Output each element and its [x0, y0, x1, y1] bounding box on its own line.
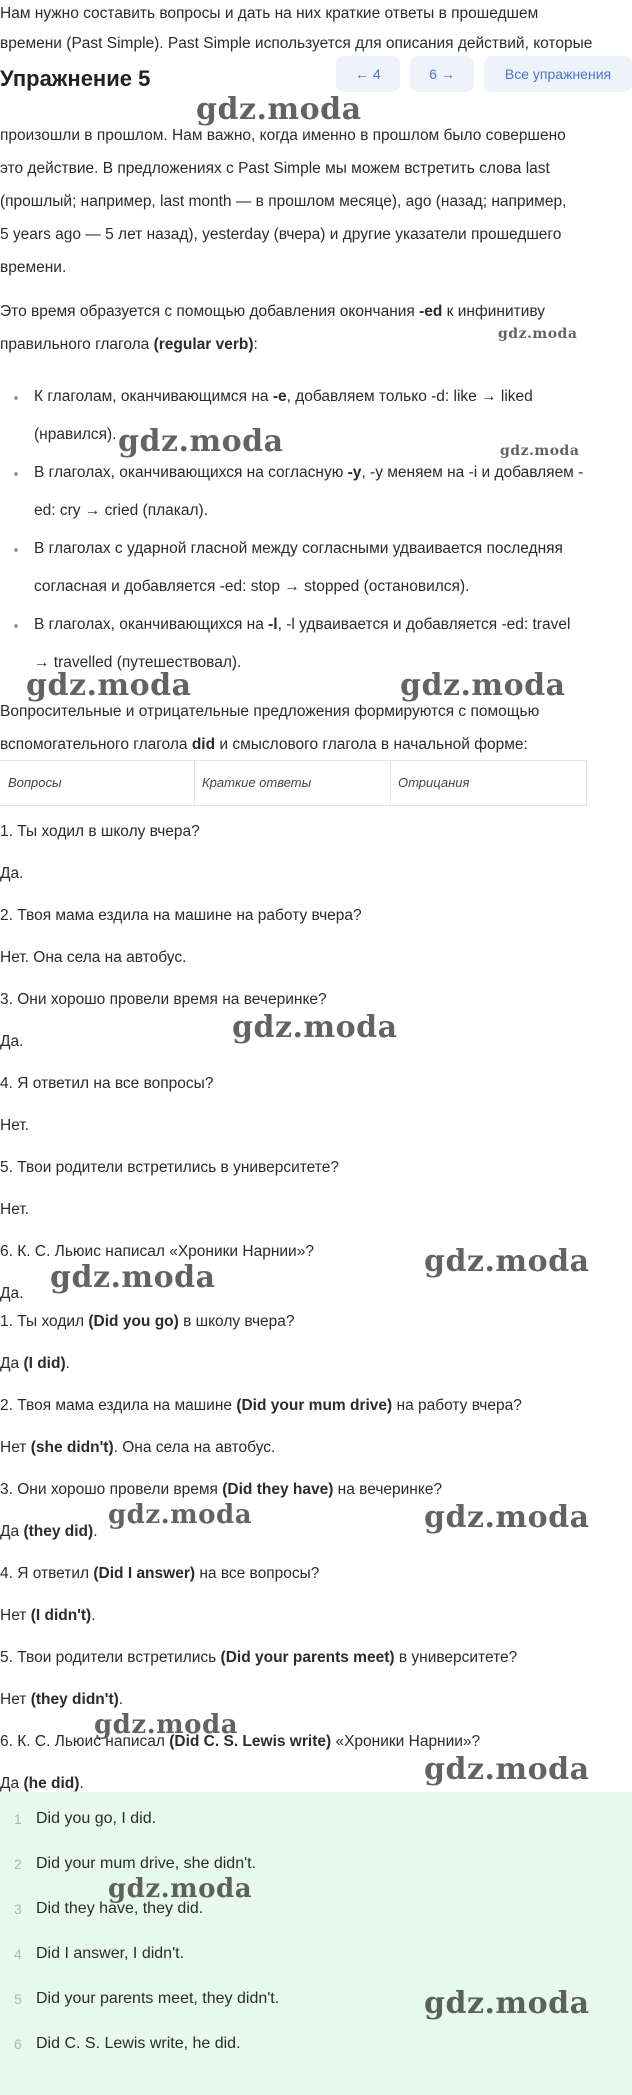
all-exercises-button[interactable]: Все упражнения — [484, 56, 632, 92]
answer-number: 5 — [14, 1991, 22, 2007]
answer-number: 2 — [14, 1856, 22, 1872]
theory-line: Это время образуется с помощью добавления окончания -ed к инфинитиву — [0, 303, 546, 320]
exercise-title: Упражнение 5 — [0, 66, 151, 91]
translation-answer: Нет. — [0, 1201, 29, 1218]
filled-question: 4. Я ответил (Did I answer) на все вопросы? — [0, 1565, 320, 1582]
translation-question: 2. Твоя мама ездила на машине на работу вчера? — [0, 907, 362, 924]
list-item: В глаголах, оканчивающихся на согласную -y, -y меняем на -i и добавляем - ed: cry → cried (плакал). — [0, 454, 632, 530]
theory-line: 5 years ago — 5 лет назад), yesterday (вчера) и другие указатели прошедшего — [0, 226, 562, 243]
table-header-questions: Вопросы — [8, 775, 62, 790]
intro-line-2: времени (Past Simple). Past Simple используется для описания действий, которые — [0, 35, 593, 52]
prev-exercise-button[interactable]: ← 4 — [336, 56, 400, 92]
filled-answer: Да (he did). — [0, 1775, 84, 1792]
theory-line: произошли в прошлом. Нам важно, когда именно в прошлом было совершено — [0, 127, 566, 144]
watermark: gdz.moda — [498, 326, 578, 342]
answer-text: Did C. S. Lewis write, he did. — [36, 2035, 241, 2052]
filled-question: 2. Твоя мама ездила на машине (Did your mum drive) на работу вчера? — [0, 1397, 522, 1414]
translation-question: 3. Они хорошо провели время на вечеринке? — [0, 991, 327, 1008]
watermark: gdz.moda — [26, 668, 192, 703]
watermark: gdz.moda — [500, 443, 580, 459]
answer-number: 3 — [14, 1901, 22, 1917]
translation-answer: Да. — [0, 865, 24, 882]
table-header-short-answers: Краткие ответы — [202, 775, 312, 790]
watermark: gdz.moda — [50, 1260, 216, 1295]
filled-answer: Нет (I didn't). — [0, 1607, 96, 1624]
intro-cut — [0, 0, 632, 52]
watermark: gdz.moda — [400, 668, 566, 703]
watermark: gdz.moda — [108, 1874, 253, 1904]
grammar-table — [0, 760, 587, 806]
answer-number: 6 — [14, 2036, 22, 2052]
list-item: К глаголам, оканчивающимся на -e, добавляем только -d: like → liked (нравился). — [0, 378, 632, 454]
list-item: В глаголах с ударной гласной между согласными удваивается последняя согласная и добавляется -ed: stop → stopped (остановился). — [0, 530, 632, 606]
answer-number: 1 — [14, 1811, 22, 1827]
filled-answer: Да (I did). — [0, 1355, 70, 1372]
table-header-negatives: Отрицания — [398, 775, 470, 790]
watermark: gdz.moda — [424, 1986, 590, 2021]
filled-question: 6. К. С. Льюис написал (Did C. S. Lewis write) «Хроники Нарнии»? — [0, 1733, 481, 1750]
translation-answer: Нет. Она села на автобус. — [0, 949, 187, 966]
translation-answer: Да. — [0, 1285, 24, 1302]
theory-line: это действие. В предложениях с Past Simple мы можем встретить слова last — [0, 160, 550, 177]
watermark: gdz.moda — [424, 1752, 590, 1787]
translation-answer: Да. — [0, 1033, 24, 1050]
filled-question: 5. Твои родители встретились (Did your parents meet) в университете? — [0, 1649, 518, 1666]
watermark: gdz.moda — [232, 1010, 398, 1045]
watermark: gdz.moda — [94, 1710, 239, 1740]
intro-line-1: Нам нужно составить вопросы и дать на них краткие ответы в прошедшем — [0, 5, 539, 22]
answer-text: Did you go, I did. — [36, 1810, 157, 1827]
theory-line: правильного глагола (regular verb): — [0, 336, 258, 353]
answer-text: Did your mum drive, she didn't. — [36, 1855, 257, 1872]
rules-list — [0, 378, 632, 682]
watermark: gdz.moda — [108, 1500, 253, 1530]
translation-question: 5. Твои родители встретились в университете? — [0, 1159, 339, 1176]
answer-text: Did your parents meet, they didn't. — [36, 1990, 280, 2007]
theory-line: (прошлый; например, last month — в прошлом месяце), ago (назад; например, — [0, 193, 567, 210]
next-exercise-button[interactable]: 6 → — [410, 56, 474, 92]
filled-question: 1. Ты ходил (Did you go) в школу вчера? — [0, 1313, 295, 1330]
translation-question: 4. Я ответил на все вопросы? — [0, 1075, 214, 1092]
theory-line: вспомогательного глагола did и смыслового глагола в начальной форме: — [0, 736, 528, 753]
filled-question: 3. Они хорошо провели время (Did they have) на вечеринке? — [0, 1481, 443, 1498]
watermark: gdz.moda — [196, 92, 362, 127]
translation-question: 1. Ты ходил в школу вчера? — [0, 823, 200, 840]
theory-line: времени. — [0, 259, 67, 276]
answer-text: Did I answer, I didn't. — [36, 1945, 185, 1962]
filled-answer: Нет (she didn't). Она села на автобус. — [0, 1439, 276, 1456]
translation-question: 6. К. С. Льюис написал «Хроники Нарнии»? — [0, 1243, 314, 1260]
translation-answer: Нет. — [0, 1117, 29, 1134]
list-item: В глаголах, оканчивающихся на -l, -l удваивается и добавляется -ed: travel → travelled (путешествовал). — [0, 606, 632, 682]
theory-line: Вопросительные и отрицательные предложения формируются с помощью — [0, 703, 540, 720]
watermark: gdz.moda — [424, 1500, 590, 1535]
watermark: gdz.moda — [424, 1244, 590, 1279]
answer-number: 4 — [14, 1946, 22, 1962]
watermark: gdz.moda — [118, 424, 284, 459]
answer-text: Did they have, they did. — [36, 1900, 204, 1917]
answers-box — [0, 1792, 632, 2095]
filled-answer: Нет (they didn't). — [0, 1691, 124, 1708]
filled-answer: Да (they did). — [0, 1523, 98, 1540]
